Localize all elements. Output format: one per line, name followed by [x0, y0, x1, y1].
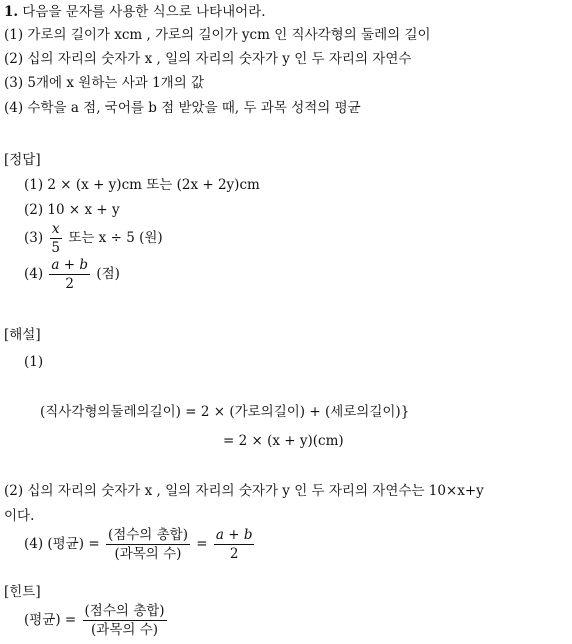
explanation-part4 — [24, 522, 256, 566]
explanation-part1-label: (1) — [24, 354, 44, 370]
hint-lhs: (평균) = — [24, 612, 77, 628]
explanation-header: [해설] — [4, 327, 41, 343]
answer-2: (2) 10 × x + y — [24, 202, 120, 218]
answer-3-label: (3) — [24, 230, 44, 246]
explanation-eq2: = 2 × (x + y)(cm) — [223, 433, 344, 449]
hint-formula — [24, 598, 169, 642]
hint-denominator: (과목의 수) — [91, 622, 159, 638]
answer-4 — [24, 254, 120, 294]
answer-3-fraction — [49, 220, 62, 257]
answer-4-denominator: 2 — [65, 276, 75, 292]
hint-numerator: (점수의 총합) — [84, 603, 165, 619]
answer-4-label: (4) — [24, 266, 44, 282]
answer-4-fraction — [49, 256, 90, 293]
problem-heading — [4, 2, 266, 22]
problem-number: 1. — [4, 4, 19, 20]
explanation-part4-label: (4) (평균) = — [24, 536, 100, 552]
explanation-part4-equals: = — [196, 536, 208, 552]
answer-3-numerator: x — [51, 221, 60, 237]
explanation-part4-numerator: (점수의 총합) — [107, 527, 188, 543]
answer-4-numerator: a + b — [51, 257, 89, 273]
explanation-part4-numerator2: a + b — [215, 527, 253, 543]
explanation-part4-fraction2 — [214, 526, 255, 563]
answer-3-denominator: 5 — [51, 240, 61, 256]
answer-3 — [24, 218, 163, 258]
answer-1: (1) 2 × (x + y)cm 또는 (2x + 2y)cm — [24, 177, 260, 193]
problem-item-2: (2) 십의 자리의 숫자가 x , 일의 자리의 숫자가 y 인 두 자리의 자연수 — [4, 51, 412, 67]
answer-3-rest: 또는 x ÷ 5 (원) — [68, 230, 163, 246]
answer-header: [정답] — [4, 152, 41, 168]
problem-item-1: (1) 가로의 길이가 xcm , 가로의 길이가 ycm 인 직사각형의 둘레의 길이 — [4, 27, 431, 43]
explanation-part4-fraction1 — [106, 526, 190, 563]
explanation-part2-line1: (2) 십의 자리의 숫자가 x , 일의 자리의 숫자가 y 인 두 자리의 자연수는 10×x+y — [4, 483, 484, 499]
problem-item-4: (4) 수학을 a 점, 국어를 b 점 받았을 때, 두 과목 성적의 평균 — [4, 100, 361, 116]
explanation-part4-denominator: (과목의 수) — [114, 546, 182, 562]
explanation-eq1: (직사각형의둘레의길이) = 2 × (가로의길이) + (세로의길이)} — [40, 404, 410, 420]
explanation-part4-denominator2: 2 — [229, 546, 239, 562]
problem-instruction: 다음을 문자를 사용한 식으로 나타내어라. — [22, 4, 266, 20]
problem-item-3: (3) 5개에 x 원하는 사과 1개의 값 — [4, 75, 205, 91]
hint-header: [힌트] — [4, 584, 41, 600]
answer-4-rest: (점) — [96, 266, 120, 282]
explanation-part2-line2: 이다. — [4, 508, 35, 524]
hint-fraction — [83, 602, 167, 639]
